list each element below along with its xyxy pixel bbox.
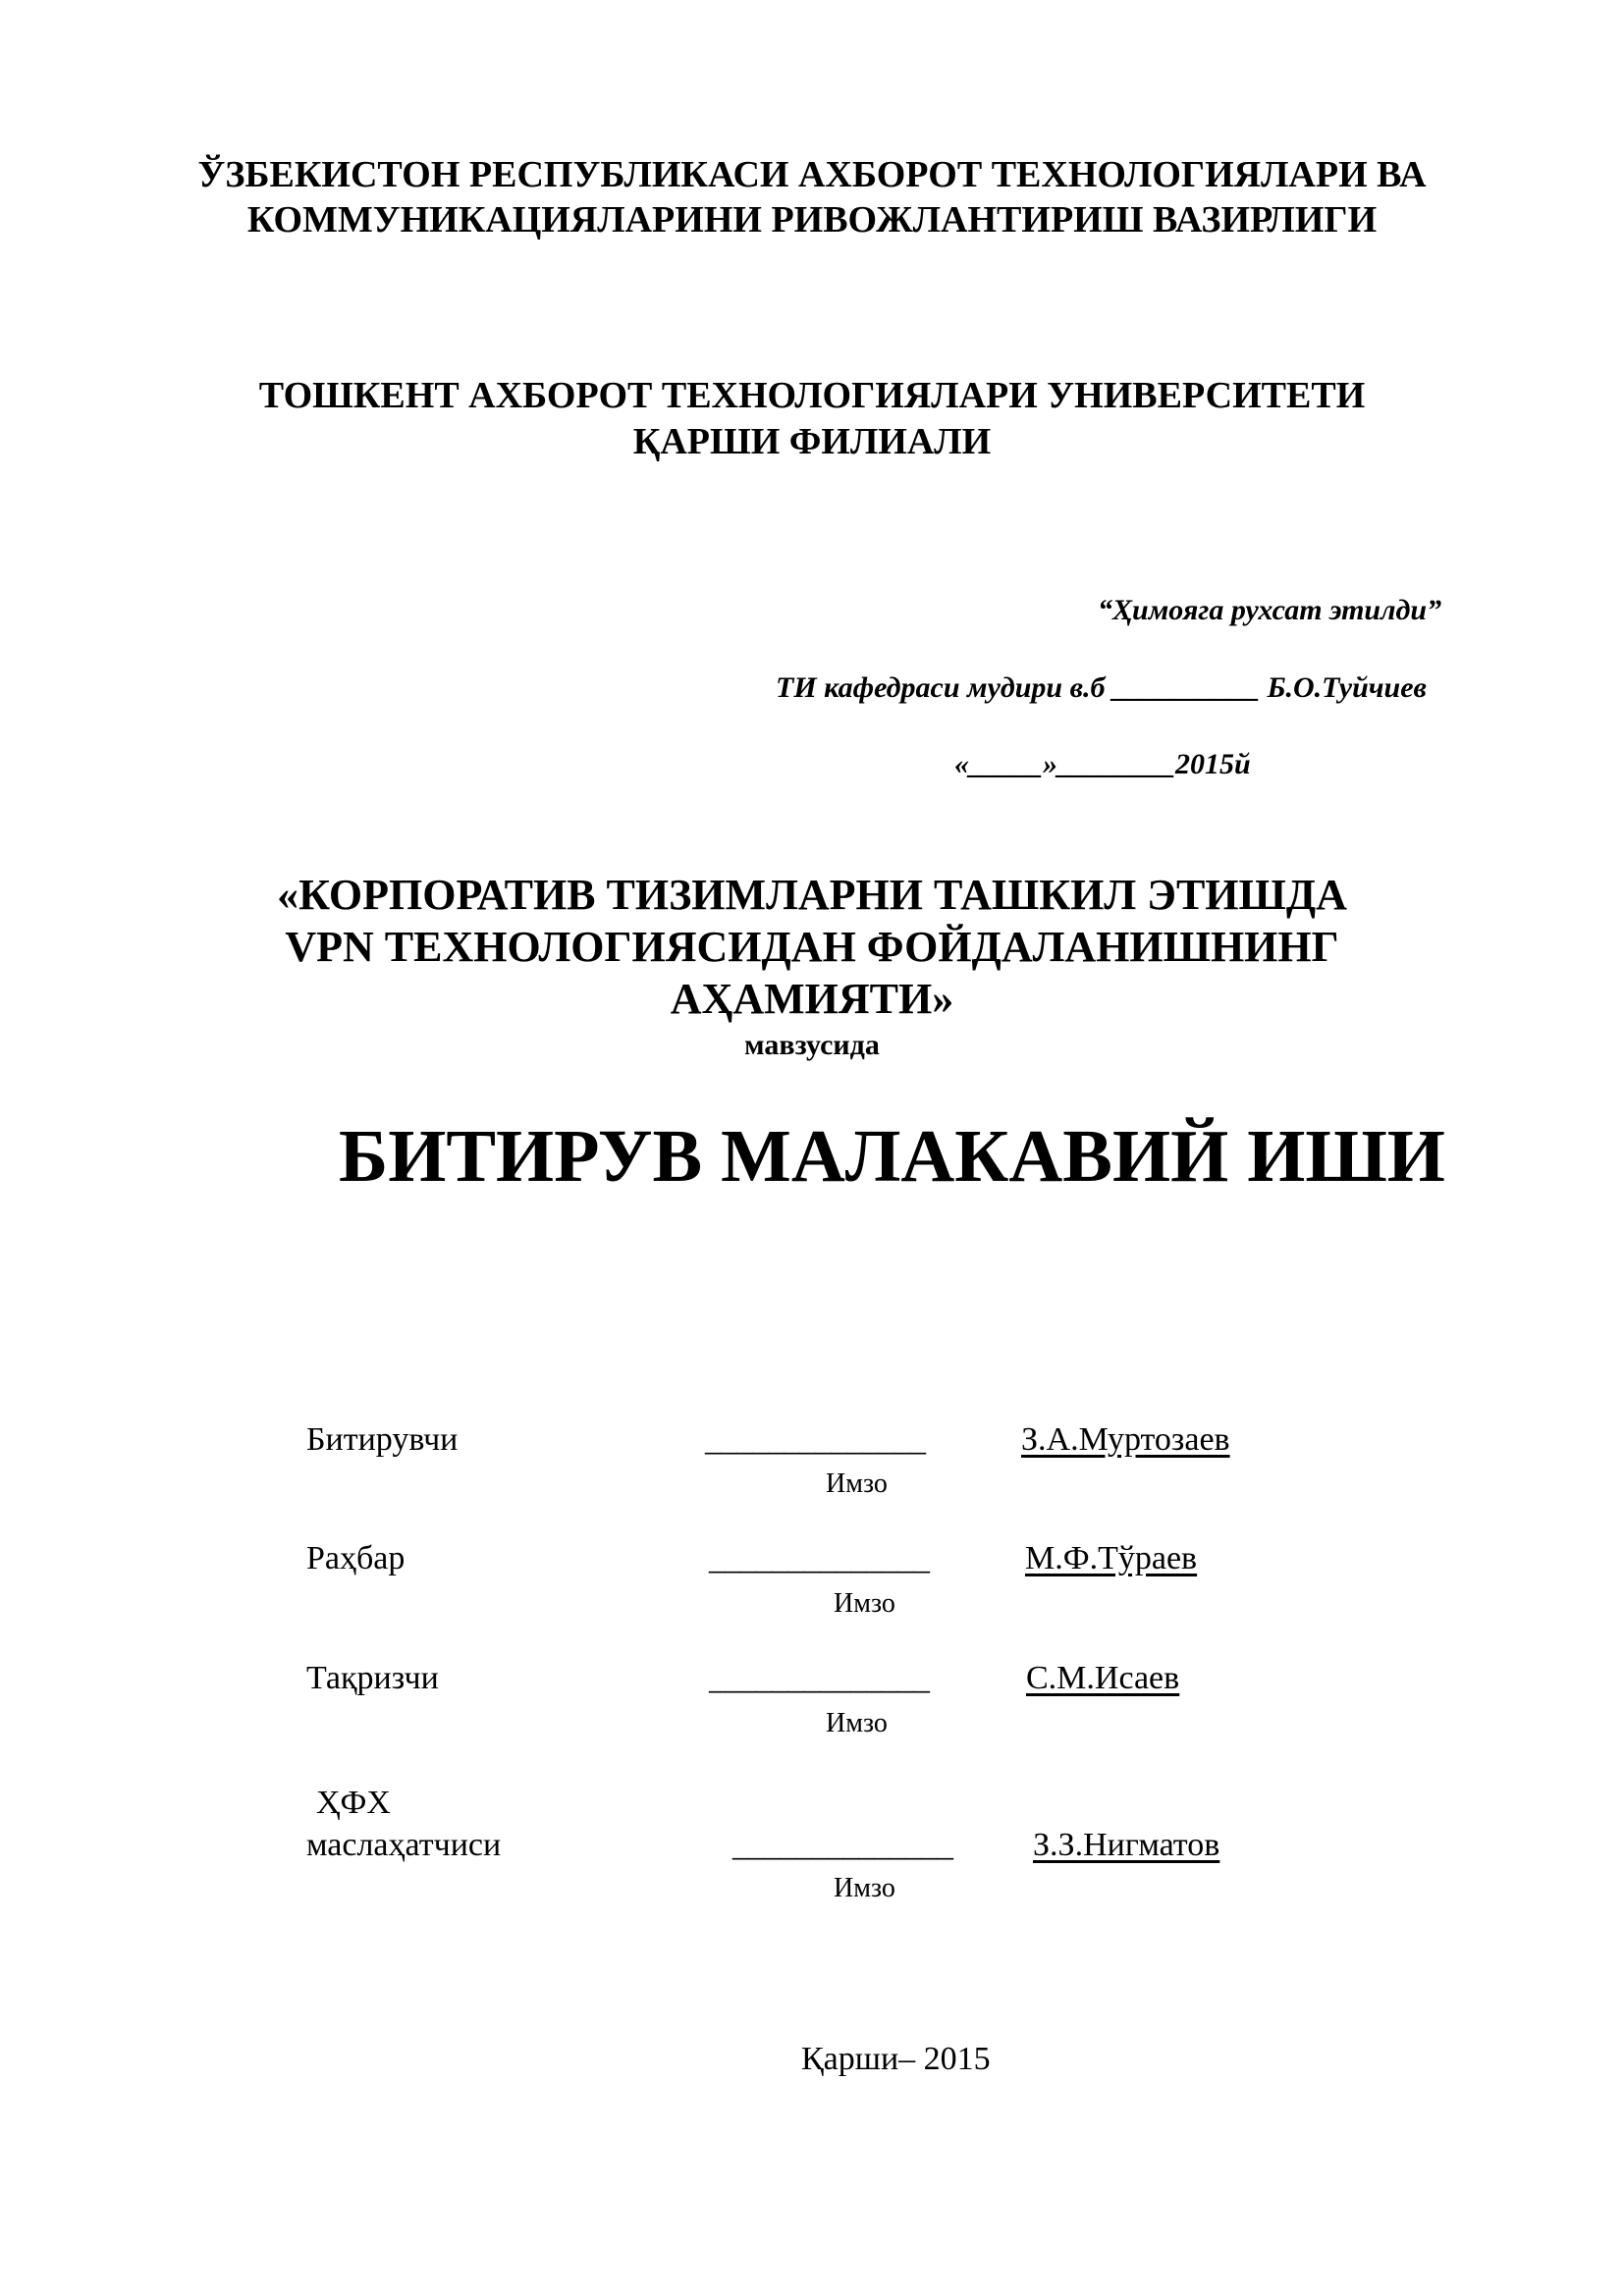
department-head-line: ТИ кафедраси мудири в.б __________ Б.О.Туйчиев (776, 671, 1427, 704)
topic-title-line-3: АҲАМИЯТИ» (670, 975, 954, 1023)
signature-role-line-2: маслаҳатчиси (306, 1827, 502, 1863)
signature-role: Тақризчи (306, 1660, 439, 1696)
signature-caption: Имзо (826, 1468, 888, 1499)
signatory-name: З.З.Нигматов (1033, 1827, 1220, 1863)
document-type-title: БИТИРУВ МАЛАКАВИЙ ИШИ (339, 1115, 1445, 1198)
topic-title-line-1: «КОРПОРАТИВ ТИЗИМЛАРНИ ТАШКИЛ ЭТИШДА (277, 871, 1347, 919)
place-and-year: Қарши– 2015 (801, 2041, 991, 2077)
permission-text: “Ҳимояга рухсат этилди” (1098, 594, 1442, 626)
signature-line: ______________ (732, 1827, 952, 1863)
signature-role-line-1: ҲФХ (316, 1785, 391, 1821)
university-title-line-2: ҚАРШИ ФИЛИАЛИ (632, 421, 992, 462)
signature-caption: Имзо (834, 1588, 895, 1619)
signature-line: ______________ (705, 1421, 925, 1458)
university-title-line-1: ТОШКЕНТ АХБОРОТ ТЕХНОЛОГИЯЛАРИ УНИВЕРСИТЕТИ (258, 375, 1366, 416)
signatory-name: М.Ф.Тўраев (1025, 1540, 1198, 1576)
signature-caption: Имзо (834, 1873, 895, 1903)
signature-caption: Имзо (826, 1708, 888, 1738)
signature-role: Раҳбар (306, 1540, 406, 1576)
signatory-name: С.М.Исаев (1026, 1660, 1180, 1696)
signature-line: ______________ (709, 1660, 929, 1696)
topic-subtitle: мавзусида (744, 1029, 880, 1061)
signatory-name: З.А.Муртозаев (1021, 1421, 1230, 1458)
topic-title-line-2: VPN ТЕХНОЛОГИЯСИДАН ФОЙДАЛАНИШНИНГ (285, 923, 1339, 971)
ministry-title-line-2: КОММУНИКАЦИЯЛАРИНИ РИВОЖЛАНТИРИШ ВАЗИРЛИГИ (246, 199, 1378, 240)
signature-line: ______________ (709, 1540, 929, 1576)
ministry-title-line-1: ЎЗБЕКИСТОН РЕСПУБЛИКАСИ АХБОРОТ ТЕХНОЛОГИЯЛАРИ ВА (197, 154, 1427, 195)
signature-role: Битирувчи (306, 1421, 459, 1458)
approval-date-line: «_____»________2015й (954, 748, 1251, 780)
